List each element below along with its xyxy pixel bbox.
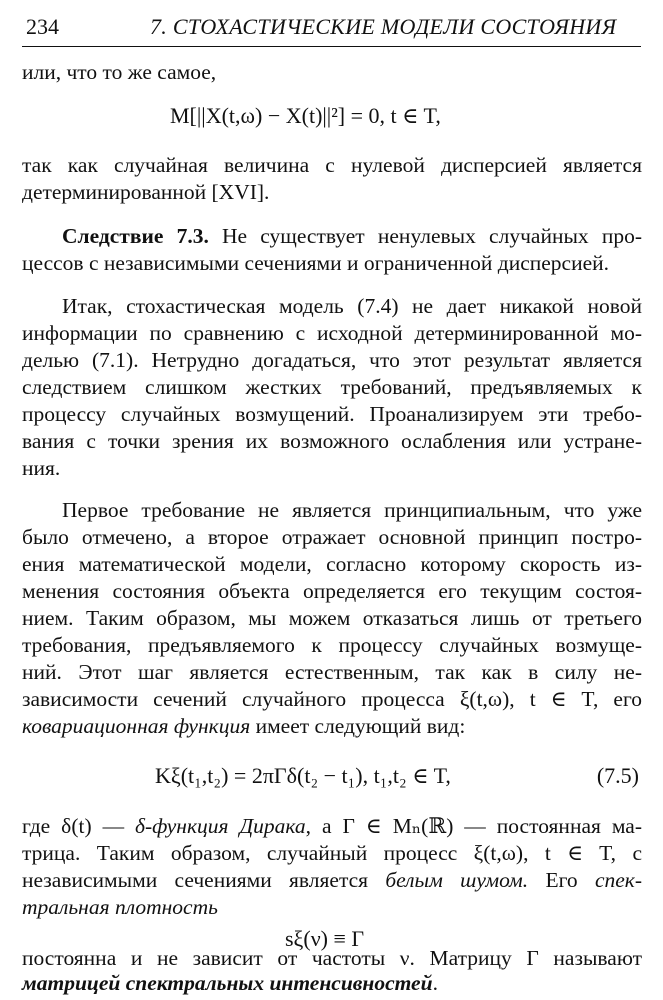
text-line: делью (7.1). Нетрудно догадаться, что этот результат является [22, 348, 642, 372]
text-line: было отмечено, а второе отражает основной принцип постро- [22, 525, 642, 549]
text-line: где δ(t) — δ-функция Дирака, а Γ ∈ Mₙ(ℝ) — постоянная ма- [22, 814, 642, 838]
text-line: процессу случайных возмущений. Проанализируем эти требо- [22, 402, 642, 426]
corollary-label: Следствие 7.3. [62, 224, 209, 248]
text-line [22, 897, 218, 919]
term-spectral: спек- [594, 868, 642, 892]
term-covariance-function: ковариационная функция [22, 714, 251, 738]
term-spectral-intensity-matrix: матрицей спектральных интенсивностей [22, 971, 433, 995]
text-line: матрицей спектральных интенсивностей. [22, 971, 438, 995]
text-line: требования, предъявляемого к процессу случайных возмуще- [22, 633, 642, 657]
text-line: Итак, стохастическая модель (7.4) не дает никакой новой [62, 294, 642, 318]
corollary-line: Следствие 7.3. Не существует ненулевых случайных про- [62, 224, 643, 248]
text-line: или, что то же самое, [22, 60, 217, 84]
equation-covariance: Kξ(t₁,t₂) = 2πΓδ(t₂ − t₁), t₁,t₂ ∈ T, [155, 763, 451, 788]
text-line: детерминированной [XVI]. [22, 180, 270, 204]
text-line: ний. Этот шаг является естественным, так как в силу не- [22, 660, 642, 684]
corollary-line: цессов с независимыми сечениями и ограниченной дисперсией. [22, 251, 610, 275]
text-line: вания с точки зрения их возможного ослабления или устране- [22, 429, 642, 453]
text-line: постоянна и не зависит от частоты ν. Матрицу Γ называют [22, 946, 642, 970]
equation-variance-zero: M[||X(t,ω) − X(t)||²] = 0, t ∈ T, [170, 103, 441, 128]
equation-number: (7.5) [596, 763, 639, 788]
chapter-title: 7. СТОХАСТИЧЕСКИЕ МОДЕЛИ СОСТОЯНИЯ [150, 14, 617, 39]
term-spectral-density: тральная плотность [22, 895, 218, 919]
equation-spectral-density: sξ(ν) ≡ Γ [285, 926, 365, 951]
term-dirac-delta: δ-функция Дирака [135, 814, 306, 838]
text-line: менения состояния объекта определяется его текущим состоя- [22, 579, 642, 603]
text-line: ковариационная функция имеет следующий вид: [22, 714, 466, 738]
text-line: так как случайная величина с нулевой дисперсией является [22, 153, 642, 177]
text-line: независимыми сечениями является белым шумом. Его спек- [22, 868, 642, 892]
page-number: 234 [26, 14, 59, 39]
text-line: трица. Таким образом, случайный процесс ξ(t,ω), t ∈ T, с [22, 841, 642, 865]
text-line: Первое требование не является принципиальным, что уже [62, 498, 642, 522]
text-line: следствием слишком жестких требований, предъявляемых к [22, 375, 642, 399]
text-line: ния. [22, 456, 61, 480]
text-line: зависимости сечений случайного процесса ξ(t,ω), t ∈ T, его [22, 687, 642, 711]
text-line: ения математической модели, согласно которому скорость из- [22, 552, 642, 576]
term-white-noise: белым шумом. [385, 868, 529, 892]
text-line: нием. Таким образом, мы можем отказаться лишь от третьего [22, 606, 642, 630]
text-line: информации по сравнению с исходной детерминированной мо- [22, 321, 642, 345]
running-header [22, 12, 641, 47]
